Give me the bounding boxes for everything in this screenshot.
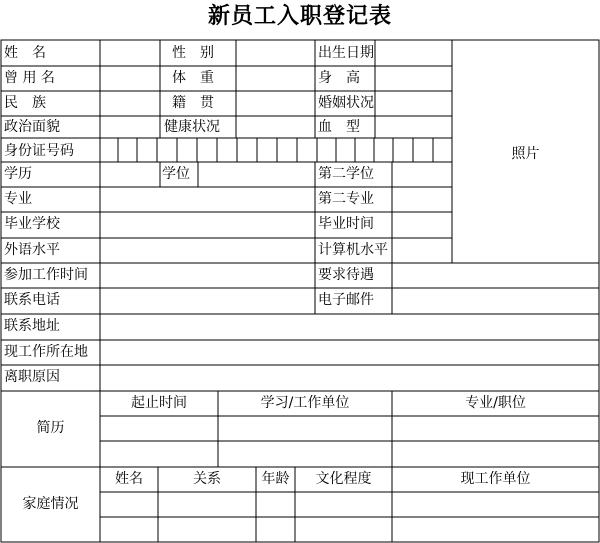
- address-label: 联系地址: [4, 318, 60, 334]
- work-start-label: 参加工作时间: [4, 267, 88, 283]
- school-label: 毕业学校: [4, 216, 60, 232]
- former-name-label: 曾 用 名: [4, 70, 55, 86]
- resume-label: 简历: [36, 420, 65, 436]
- resume-header-position: 专业/职位: [465, 395, 526, 411]
- family-label: 家庭情况: [22, 496, 79, 512]
- ethnicity-label: 民 族: [4, 95, 46, 111]
- computer-level-label: 计算机水平: [318, 242, 388, 258]
- gender-label: 性 别: [172, 45, 214, 61]
- graduation-time-label: 毕业时间: [318, 216, 374, 232]
- weight-label: 体 重: [172, 70, 214, 86]
- degree-label: 学位: [162, 166, 190, 182]
- native-place-label: 籍 贯: [172, 95, 214, 111]
- resume-header-period: 起止时间: [131, 395, 187, 411]
- phone-label: 联系电话: [4, 292, 60, 308]
- health-label: 健康状况: [164, 119, 220, 135]
- marital-status-label: 婚姻状况: [318, 95, 374, 111]
- name-label: 姓 名: [4, 45, 46, 61]
- blood-type-label: 血 型: [318, 119, 360, 135]
- second-degree-label: 第二学位: [318, 166, 374, 182]
- political-status-label: 政治面貌: [4, 119, 60, 135]
- expected-salary-label: 要求待遇: [318, 267, 374, 283]
- email-label: 电子邮件: [318, 292, 374, 308]
- family-header-workplace: 现工作单位: [460, 471, 531, 487]
- id-number-label: 身份证号码: [4, 143, 74, 159]
- family-header-relation: 关系: [193, 471, 221, 487]
- current-workplace-label: 现工作所在地: [4, 344, 88, 360]
- family-header-age: 年龄: [261, 471, 290, 487]
- leave-reason-label: 离职原因: [4, 369, 60, 385]
- resume-header-organization: 学习/工作单位: [260, 395, 350, 411]
- form-title: 新员工入职登记表: [207, 4, 392, 29]
- family-header-education: 文化程度: [315, 471, 372, 487]
- foreign-language-label: 外语水平: [4, 242, 60, 258]
- birth-date-label: 出生日期: [318, 45, 374, 61]
- second-major-label: 第二专业: [318, 191, 374, 207]
- photo-label: 照片: [511, 146, 540, 162]
- major-label: 专业: [4, 191, 32, 207]
- height-label: 身 高: [318, 70, 360, 86]
- family-header-name: 姓名: [115, 471, 143, 487]
- education-label: 学历: [4, 166, 32, 182]
